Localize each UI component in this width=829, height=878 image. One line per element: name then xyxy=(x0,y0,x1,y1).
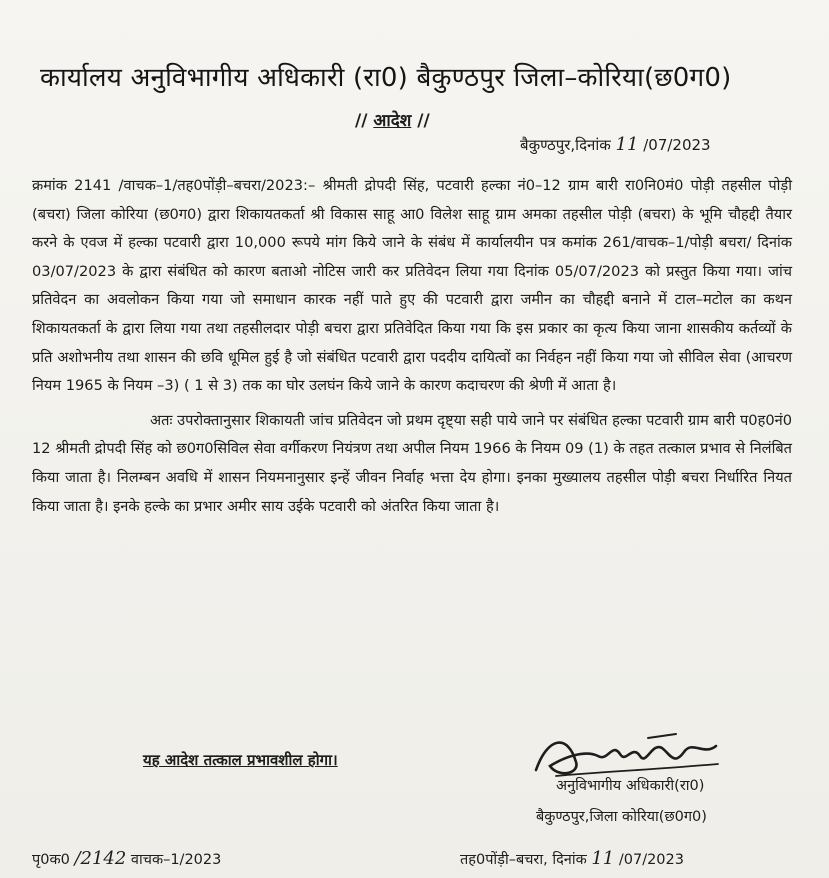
date-rest: /07/2023 xyxy=(643,136,711,154)
place-date-prefix: बैकुण्ठपुर,दिनांक xyxy=(520,136,611,154)
handwritten-date-day: 11 xyxy=(615,134,639,155)
order-title: आदेश xyxy=(373,111,412,131)
handwritten-endorsement-no: /2142 xyxy=(74,848,127,869)
paragraph-complaint: क्रमांक 2141 /वाचक–1/तह0पोंड़ी–बचरा/2023:– श्रीमती द्रोपदी सिंह, पटवारी हल्का नं0–12 ग्राम बारी रा0नि0मं0 पोड़ी तहसील पोड़ी (बचरा) जिला कोरिया (छ0ग0) द्वारा शिकायतकर्ता श्री विकास साहू आ0 विलेश साहू ग्राम अमका तहसील पोड़ी (बचरा) के भूमि चौहद्दी तैयार करने के एवज में हल्का पटवारी द्वारा 10,000 रूपये मांग किये जाने के संबंध में कार्यालयीन पत्र कमांक 261/वाचक–1/पोड़ी बचरा/ दिनांक 03/07/2023 के द्वारा संबंधित को कारण बताओ नोटिस जारी कर प्रतिवेदन लिया गया दिनांक 05/07/2023 को प्रस्तुत किया गया। जांच प्रतिवेदन का अवलोकन किया गया जो समाधान कारक नहीं पाते हुए की पटवारी द्वारा जमीन का चौहद्दी बनाने में टाल–मटोल का कथन शिकायतकर्ता के द्वारा लिया गया तथा तहसीलदार पोड़ी बचरा द्वारा प्रतिवेदित किया गया कि इस प्रकार का कृत्य किया जाना शासकीय कर्तव्यों के प्रति अशोभनीय तथा शासन की छवि धूमिल हुई है जो संबंधित पटवारी द्वारा पददीय दायित्वों का निर्वहन नहीं किया गया जो सीविल सेवा (आचरण नियम 1965 के नियम –3) ( 1 से 3) तक का घोर उलघंन किये जाने के कारण कदाचरण की श्रेणी में आता है। xyxy=(32,177,792,395)
place-date xyxy=(520,134,711,155)
endorsement-rest: वाचक–1/2023 xyxy=(130,852,222,868)
office-title: कार्यालय अनुविभागीय अधिकारी (रा0) बैकुण्ठपुर जिला–कोरिया(छ0ग0) xyxy=(40,63,732,93)
signatory-place: बैकुण्ठपुर,जिला कोरिया(छ0ग0) xyxy=(536,809,707,825)
order-heading xyxy=(355,108,430,131)
endorsement-date xyxy=(460,848,684,869)
order-marks-right: // xyxy=(417,111,430,131)
endorsement-prefix: पृ0क0 xyxy=(32,852,70,868)
handwritten-endorsement-day: 11 xyxy=(591,848,615,869)
endorsement-date-rest: /07/2023 xyxy=(618,852,684,868)
endorsement-date-prefix: तह0पोंड़ी–बचरा, दिनांक xyxy=(460,852,587,868)
order-marks-left: // xyxy=(355,111,368,131)
effective-line: यह आदेश तत्काल प्रभावशील होगा। xyxy=(143,751,338,769)
endorsement-number xyxy=(32,848,221,869)
order-body xyxy=(32,172,792,521)
signatory-designation: अनुविभागीय अधिकारी(रा0) xyxy=(556,778,705,794)
paragraph-suspension: अतः उपरोक्तानुसार शिकायती जांच प्रतिवेदन जो प्रथम दृष्ट्या सही पाये जाने पर संबंधित हल्का पटवारी ग्राम बारी प0ह0नं0 12 श्रीमती द्रोपदी सिंह को छ0ग0सिविल सेवा वर्गीकरण नियंत्रण तथा अपील नियम 1966 के नियम 09 (1) के तहत तत्काल प्रभाव से निलंबित किया जाता है। निलम्बन अवधि में शासन नियमनानुसार इन्हें जीवन निर्वाह भत्ता देय होगा। इनका मुख्यालय तहसील पोड़ी बचरा निर्धारित नियत किया जाता है। इनके हल्के का प्रभार अमीर साय उईके पटवारी को अंतरित किया जाता है। xyxy=(32,411,792,515)
